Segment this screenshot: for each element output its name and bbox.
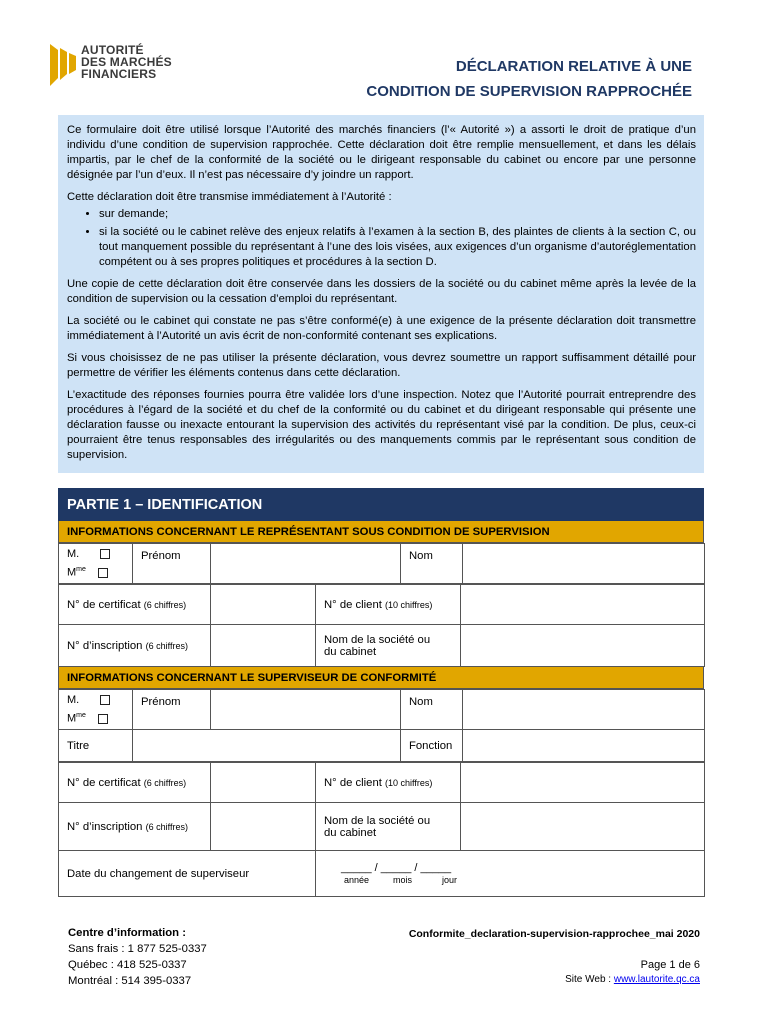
company-name-label: Nom de la société ou du cabinet (316, 803, 461, 851)
instructions-box (58, 115, 704, 473)
certificate-input[interactable] (211, 763, 316, 803)
first-name-input[interactable] (211, 544, 401, 584)
company-name-input[interactable] (461, 803, 705, 851)
company-name-label: Nom de la société ou du cabinet (316, 625, 461, 667)
title-label: Titre (59, 730, 133, 762)
website: Site Web : www.lautorite.qc.ca (565, 974, 700, 985)
registration-label: N° d’inscription (6 chiffres) (59, 625, 211, 667)
civility-mme-checkbox[interactable] (98, 568, 108, 578)
registration-input[interactable] (211, 625, 316, 667)
last-name-label: Nom (401, 690, 463, 730)
section-title-representative: INFORMATIONS CONCERNANT LE REPRÉSENTANT SOUS CONDITION DE SUPERVISION (58, 521, 704, 543)
list-item: • si la société ou le cabinet relève des enjeux relatifs à l’examen à la section B, des plaintes de clients à la section C, ou tout manquement possible du représentant à l’une des lois visées, aux exigences d’un organisme d’autoréglementation compétent ou à ses propres politiques et procédures à la section D. (99, 225, 696, 270)
instructions-paragraph: Cette déclaration doit être transmise immédiatement à l’Autorité : (67, 191, 392, 203)
change-date-label: Date du changement de superviseur (59, 851, 316, 897)
last-name-label: Nom (401, 544, 463, 584)
client-number-label: N° de client (10 chiffres) (316, 763, 461, 803)
function-label: Fonction (401, 730, 463, 762)
civility-m-checkbox[interactable] (100, 695, 110, 705)
supervisor-table-2 (58, 762, 705, 897)
instructions-paragraph: Si vous choisissez de ne pas utiliser la présente déclaration, vous devrez soumettre un rapport suffisamment détaillé pour permettre de vérifier les éléments contenus dans cette déclaration. (67, 352, 696, 379)
contact-info: Centre d’information : Sans frais : 1 877 525-0337 Québec : 418 525-0337 Montréal : 514 395-0337 (68, 927, 207, 987)
change-date-input[interactable]: _____ / _____ / _____ année mois jour (316, 851, 705, 897)
civility-cell: M. $M^{me}$ (59, 690, 133, 730)
registration-label: N° d’inscription (6 chiffres) (59, 803, 211, 851)
last-name-input[interactable] (463, 544, 705, 584)
instructions-paragraph: L’exactitude des réponses fournies pourra être validée lors d’une inspection. Notez que l’Autorité pourrait entreprendre des procédures à l’égard de la société et du chef de la conformité ou du cabinet et du dirigeant responsable qui présente une déclaration fausse ou inexacte entourant la supervision des activités du représentant visé par la condition. De plus, ceux-ci pourraient être tenus responsables des irrégularités ou des manquements commis par le représentant sous condition de supervision. (67, 389, 696, 461)
website-link[interactable]: www.lautorite.qc.ca (613, 974, 700, 985)
instructions-paragraph: Ce formulaire doit être utilisé lorsque l’Autorité des marchés financiers (l’« Autorité ») a assorti le droit de pratique d’un individu d’une condition de supervision rapprochée. Cette déclaration doit être remplie mensuellement, et dans les délais impartis, par le chef de la conformité de la société ou le dirigeant responsable du cabinet ou encore par une personne désignée par l’un d’eux. Il n’est pas nécessaire d’y joindre un rapport. (67, 124, 696, 181)
first-name-label: Prénom (133, 690, 211, 730)
supervisor-table (58, 689, 705, 762)
part-title: PARTIE 1 – IDENTIFICATION (58, 488, 704, 521)
representative-table-2 (58, 584, 705, 667)
document-reference: Conformite_declaration-supervision-rapprochee_mai 2020 (408, 928, 700, 940)
registration-input[interactable] (211, 803, 316, 851)
client-number-label: N° de client (10 chiffres) (316, 585, 461, 625)
page-number: Page 1 de 6 (640, 959, 700, 971)
title-input[interactable] (133, 730, 401, 762)
civility-mme-checkbox[interactable] (98, 714, 108, 724)
certificate-label: N° de certificat (6 chiffres) (59, 585, 211, 625)
certificate-label: N° de certificat (6 chiffres) (59, 763, 211, 803)
amf-logo-mark (50, 44, 76, 86)
client-number-input[interactable] (461, 763, 705, 803)
amf-logo (50, 44, 172, 86)
instructions-paragraph: Une copie de cette déclaration doit être conservée dans les dossiers de la société ou du cabinet même après la levée de la condition de supervision ou la cessation d’emploi du représentant. (67, 278, 696, 305)
last-name-input[interactable] (463, 690, 705, 730)
representative-table (58, 543, 705, 584)
certificate-input[interactable] (211, 585, 316, 625)
section-title-supervisor: INFORMATIONS CONCERNANT LE SUPERVISEUR DE CONFORMITÉ (58, 667, 704, 689)
civility-cell: M. $M^{me}$ (59, 544, 133, 584)
first-name-input[interactable] (211, 690, 401, 730)
instructions-list (67, 207, 696, 270)
company-name-input[interactable] (461, 625, 705, 667)
identification-form (58, 488, 704, 897)
civility-m-checkbox[interactable] (100, 549, 110, 559)
function-input[interactable] (463, 730, 705, 762)
client-number-input[interactable] (461, 585, 705, 625)
list-item: • sur demande; (99, 207, 696, 222)
document-title: DÉCLARATION RELATIVE À UNE CONDITION DE SUPERVISION RAPPROCHÉE (366, 58, 692, 100)
first-name-label: Prénom (133, 544, 211, 584)
instructions-paragraph: La société ou le cabinet qui constate ne pas s’être conformé(e) à une exigence de la présente déclaration doit transmettre immédiatement à l’Autorité un avis écrit de non-conformité contenant ses explications. (67, 315, 696, 342)
footer-right (409, 928, 700, 985)
amf-logo-text: AUTORITÉ DES MARCHÉS FINANCIERS (81, 43, 172, 81)
